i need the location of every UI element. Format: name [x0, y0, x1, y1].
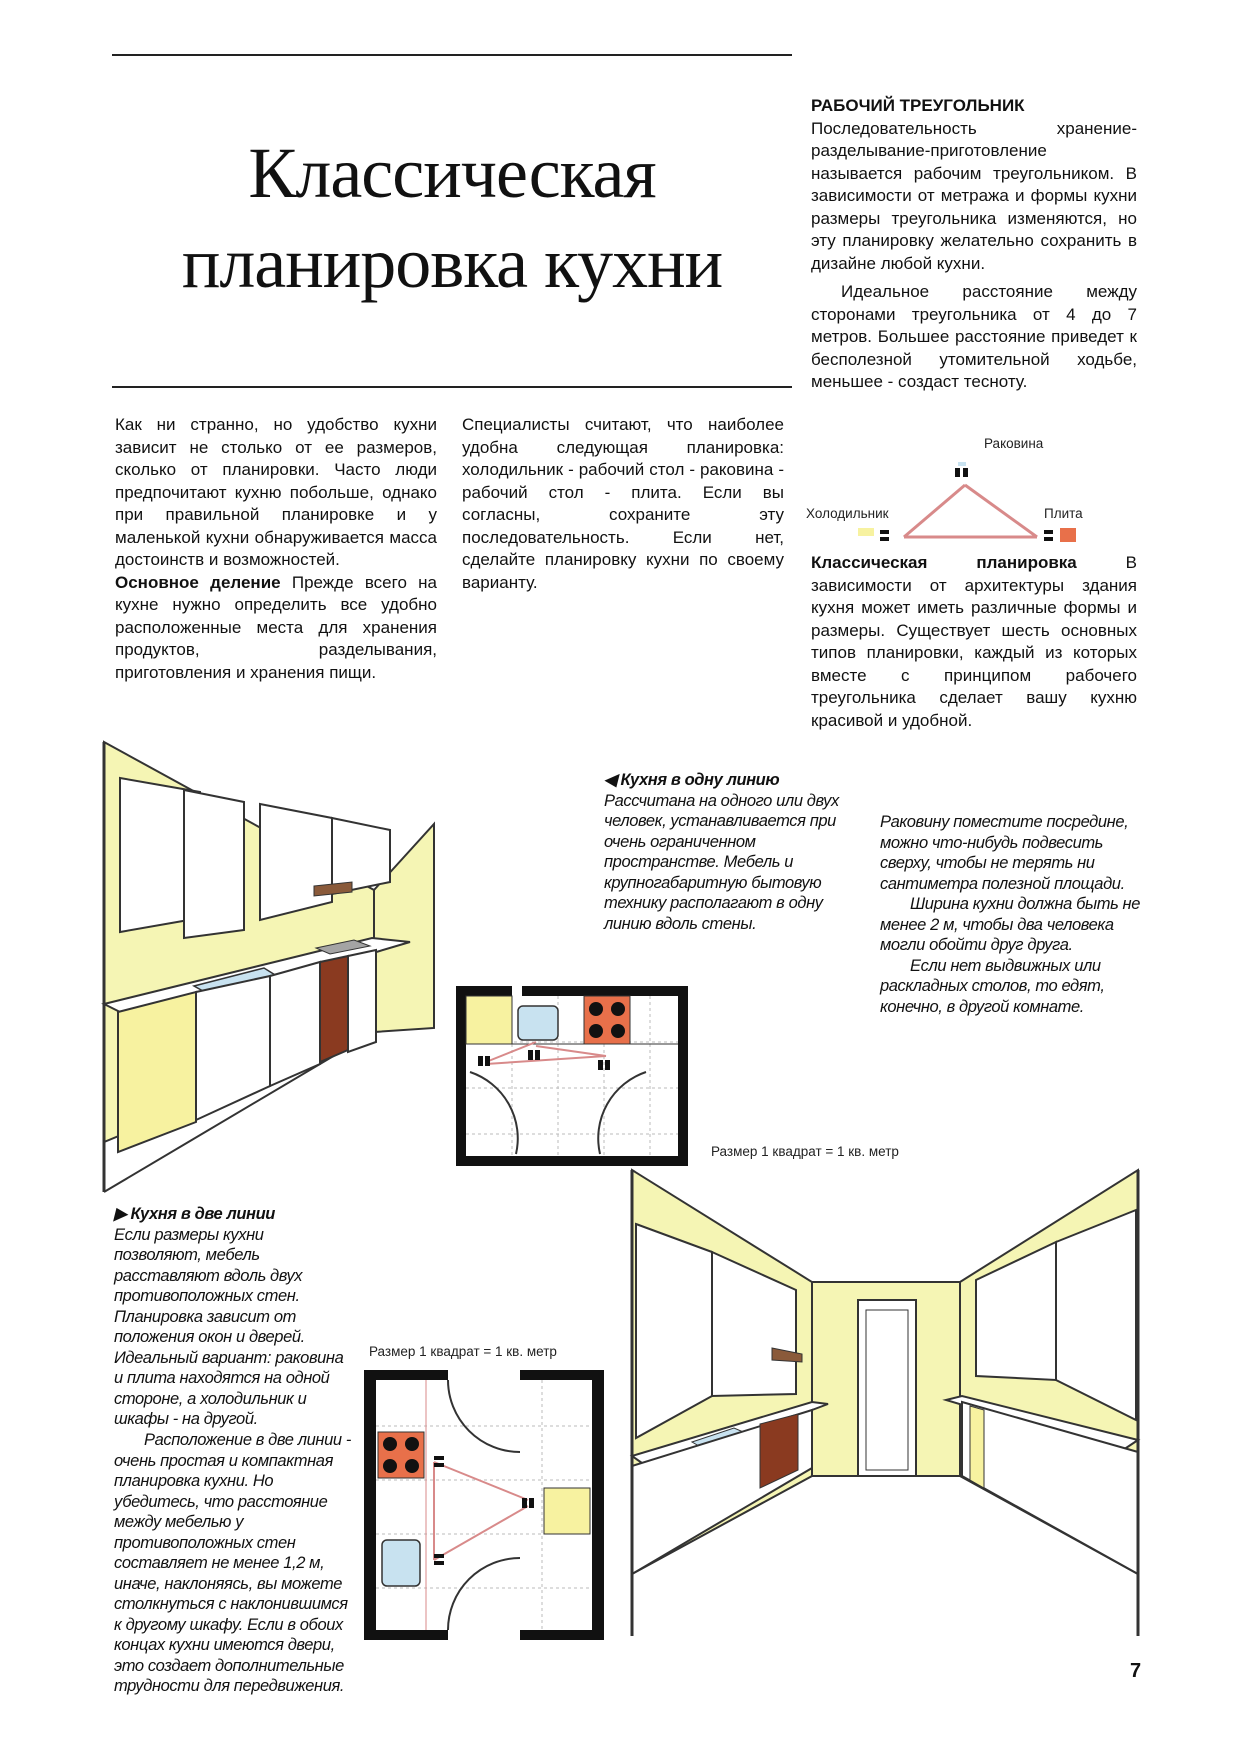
upper-cabinet-right	[332, 818, 390, 894]
two-line-plan-fridge	[544, 1488, 590, 1534]
single-line-right-text	[880, 812, 1142, 1017]
sink-marker	[955, 462, 968, 477]
two-line-p1: Если размеры кухни позволяют, мебель расставляют вдоль двух противоположных стен. Планировка зависит от положения окон и дверей. Идеальный вариант: раковина и плита находятся на одной стороне, а холодильник и шкафы - на другой.	[114, 1225, 344, 1428]
lower-cabinet-fridge	[118, 992, 196, 1152]
division-paragraph	[115, 572, 437, 685]
back-door	[858, 1300, 916, 1476]
single-line-kitchen-illustration	[104, 742, 434, 1192]
division-text: Прежде всего на кухне нужно определить все удобно расположенные места для хранения продуктов, разделывания, приготовления и хранения пищи.	[115, 572, 437, 682]
two-line-plan-stove	[378, 1432, 424, 1478]
page-title	[112, 128, 792, 308]
fridge-marker	[858, 528, 889, 541]
two-line-floor-plan	[364, 1370, 604, 1640]
intro-left-column	[115, 414, 437, 684]
intro-paragraph: Как ни странно, но удобство кухни зависит не столько от ее размеров, сколько от планировки. Часто люди предпочитают кухню побольше, однако при правильной планировке и у маленькой кухни обнаруживается масса достоинств и возможностей.	[115, 415, 437, 569]
right-fridge	[970, 1406, 984, 1488]
title-line-1: Классическая	[248, 133, 656, 213]
triangle-paragraph-1: Последовательность хранение-разделывание-приготовление называется рабочим треугольником. В зависимости от метража и формы кухни размеры треугольника изменяются, но эту планировку желательно сохранить в дизайне любой кухни.	[811, 118, 1137, 273]
stove-marker	[1044, 528, 1076, 542]
single-line-right-p2: Ширина кухни должна быть не менее 2 м, чтобы два человека могли обойти друг друга.	[880, 895, 1141, 954]
single-line-right-p1: Раковину поместите посредине, можно что-нибудь подвесить сверху, чтобы не терять ни сантиметра полезной площади.	[880, 813, 1129, 893]
two-line-heading: ▶ Кухня в две линии	[114, 1205, 275, 1223]
single-line-floor-plan	[456, 986, 688, 1166]
triangle-edge-left	[904, 485, 965, 537]
triangle-column	[811, 95, 1137, 394]
oven	[320, 956, 348, 1062]
plan-stove	[584, 996, 630, 1044]
plan-sink	[518, 1006, 558, 1040]
title-bottom-rule	[112, 386, 792, 388]
triangle-heading: РАБОЧИЙ ТРЕУГОЛЬНИК	[811, 96, 1025, 115]
two-line-scale: Размер 1 квадрат = 1 кв. метр	[369, 1344, 557, 1359]
intro-middle-column	[462, 414, 784, 594]
label-stove: Плита	[1044, 506, 1083, 521]
two-line-kitchen-illustration	[632, 1170, 1140, 1638]
classic-layout-text: В зависимости от архитектуры здания кухня может иметь различные формы и размеры. Существует шесть основных типов планировки, каждый из которых вместе с принципом рабочего треугольника сделает вашу кухню красивой и удобной.	[811, 553, 1138, 730]
single-line-description: Рассчитана на одного или двух человек, устанавливается при очень ограниченном пространстве. Мебель и крупногабаритную бытовую технику располагают в одну линию вдоль стены.	[604, 791, 839, 933]
triangle-paragraph-2: Идеальное расстояние между сторонами треугольника от 4 до 7 метров. Большее расстояние приведет к бесполезной утомительной ходьбе, меньшее - создаст тесноту.	[811, 282, 1137, 391]
intro-middle-paragraph: Специалисты считают, что наиболее удобна следующая планировка: холодильник - рабочий стол - раковина - рабочий стол - плита. Если вы согласны, сохраните эту последовательность. Если нет, сделайте планировку кухни по своему варианту.	[462, 415, 784, 592]
single-line-scale: Размер 1 квадрат = 1 кв. метр	[711, 1144, 899, 1159]
division-heading: Основное деление	[115, 572, 281, 592]
lower-cabinet-3	[348, 950, 376, 1052]
two-line-text-column-1	[114, 1204, 352, 1430]
single-line-text	[604, 770, 854, 934]
classic-layout-paragraph	[811, 552, 1137, 732]
classic-layout-heading: Классическая планировка	[811, 553, 1077, 572]
label-fridge: Холодильник	[806, 506, 889, 521]
single-line-heading: ◀ Кухня в одну линию	[604, 771, 780, 789]
top-rule	[112, 54, 792, 56]
single-line-right-p3: Если нет выдвижных или раскладных столов, то едят, конечно, в другой комнате.	[880, 956, 1105, 1016]
label-sink: Раковина	[984, 436, 1044, 451]
triangle-edge-right	[965, 485, 1037, 537]
plan-fridge	[466, 996, 512, 1044]
two-line-p2: Расположение в две линии - очень простая и компактная планировка кухни. Но убедитесь, что расстояние между мебелью у противоположных стен составляет не менее 1,2 м, иначе, наклоняясь, вы можете столкнуться с наклонившимся к другому шкафу. Если в обоих концах кухни имеются двери, это создает дополнительные трудности для передвижения.	[114, 1431, 351, 1695]
two-line-plan-sink	[382, 1540, 420, 1586]
page-number: 7	[1130, 1660, 1142, 1682]
lower-cabinet-1	[196, 976, 270, 1120]
work-triangle-diagram	[812, 432, 1132, 542]
two-line-text-column-2	[114, 1430, 352, 1695]
lower-cabinet-2	[270, 962, 320, 1086]
title-line-2: планировка кухни	[181, 223, 723, 303]
window	[184, 790, 244, 938]
upper-cabinet-middle	[260, 804, 332, 920]
